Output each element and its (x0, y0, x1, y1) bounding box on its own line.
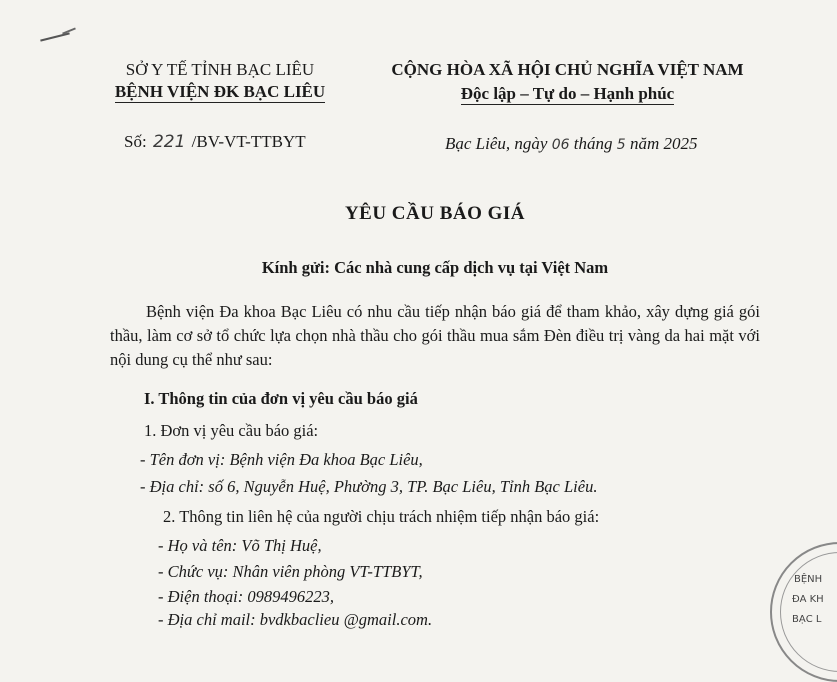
section1-item1: 1. Đơn vị yêu cầu báo giá: (144, 421, 319, 440)
stamp-text-2: ĐA KH (792, 594, 824, 605)
national-title: CỘNG HÒA XÃ HỘI CHỦ NGHĨA VIỆT NAM (391, 60, 744, 79)
date-part3: năm 2025 (629, 134, 698, 153)
date-part1: Bạc Liêu, ngày (445, 134, 548, 153)
section1-heading: I. Thông tin của đơn vị yêu cầu báo giá (144, 389, 418, 408)
ministry-name: SỞ Y TẾ TỈNH BẠC LIÊU (125, 60, 315, 79)
hospital-name (95, 82, 345, 102)
date-month: 5 (616, 137, 626, 153)
national-motto (365, 84, 770, 104)
date-part2: tháng (573, 134, 613, 153)
pen-mark (40, 32, 70, 41)
document-title: YÊU CẦU BÁO GIÁ (344, 203, 526, 224)
doc-number-prefix: Số: (124, 132, 147, 151)
doc-number-handwritten: 221 (152, 132, 186, 152)
official-stamp (770, 542, 837, 682)
hospital-name-text: BỆNH VIỆN ĐK BẠC LIÊU (114, 82, 326, 101)
contact-position: - Chức vụ: Nhân viên phòng VT-TTBYT, (158, 562, 423, 581)
stamp-text-1: BỆNH (794, 574, 823, 585)
stamp-inner-ring (780, 552, 837, 672)
section1-item2: 2. Thông tin liên hệ của người chịu trách nhiệm tiếp nhận báo giá: (163, 507, 600, 526)
unit-address: - Địa chỉ: số 6, Nguyễn Huệ, Phường 3, TP. Bạc Liêu, Tỉnh Bạc Liêu. (140, 477, 598, 496)
intro-paragraph: Bệnh viện Đa khoa Bạc Liêu có nhu cầu tiếp nhận báo giá để tham khảo, xây dựng giá gói thầu, làm cơ sở tổ chức lựa chọn nhà thầu cho gói thầu mua sắm Đèn điều trị vàng da hai mặt với nội dung cụ thể như sau: (110, 302, 760, 369)
unit-name: - Tên đơn vị: Bệnh viện Đa khoa Bạc Liêu, (140, 450, 423, 469)
recipient-line: Kính gửi: Các nhà cung cấp dịch vụ tại Việt Nam (261, 258, 609, 277)
document-date (445, 134, 697, 154)
stamp-text-3: BẠC L (792, 614, 822, 625)
national-motto-text: Độc lập – Tự do – Hạnh phúc (460, 84, 675, 103)
document-number (124, 132, 306, 152)
contact-email: - Địa chỉ mail: bvdkbaclieu @gmail.com. (158, 610, 433, 629)
contact-name: - Họ và tên: Võ Thị Huệ, (158, 536, 322, 555)
doc-number-suffix: /BV-VT-TTBYT (191, 132, 306, 151)
date-day: 06 (551, 137, 570, 153)
contact-phone: - Điện thoại: 0989496223, (158, 587, 334, 606)
